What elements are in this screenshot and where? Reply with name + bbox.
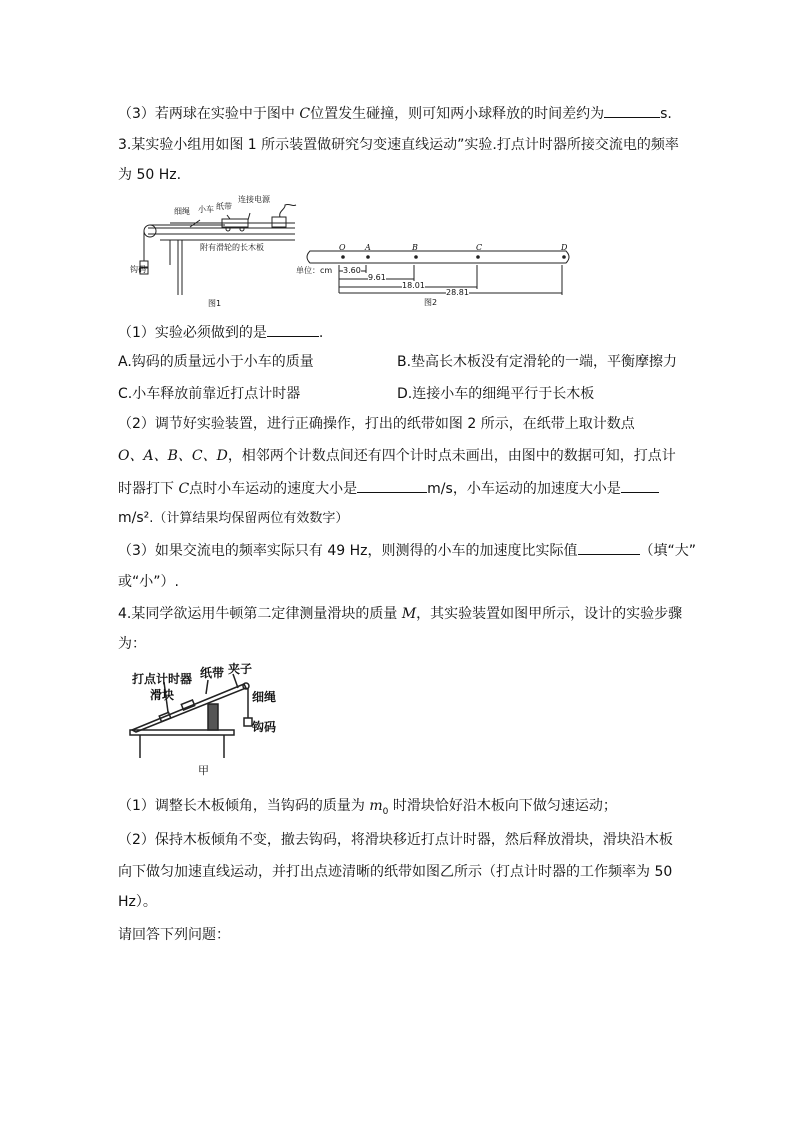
q3-sub2-line4-rest: .（计算结果均保留两位有效数字） <box>149 511 349 526</box>
figure-1-caption: 图1 <box>208 299 222 308</box>
label-clip: 夹子 <box>228 662 253 676</box>
option-d[interactable]: D.连接小车的细绳平行于长木板 <box>397 386 595 402</box>
label-slider: 滑块 <box>150 688 175 702</box>
label-weight: 钩码 <box>252 720 277 734</box>
label-tape: 纸带 <box>200 666 225 680</box>
q3-intro-line2: 为 50 Hz. <box>118 167 182 183</box>
q4-step2-line2: 向下做匀加速直线运动，并打出点迹清晰的纸带如图乙所示（打点计时器的工作频率为 50 <box>118 864 673 880</box>
q3-sub1-text: （1）实验必须做到的是 <box>118 325 267 341</box>
q4-intro-pre: 4.某同学欲运用牛顿第二定律测量滑块的质量 <box>118 606 402 622</box>
q3-intro-line1: 3.某实验小组用如图 1 所示装置做研究匀变速直线运动”实验.打点计时器所接交流电的频率 <box>118 137 679 153</box>
label-tape: 纸带 <box>216 202 232 211</box>
distance-od: 28.81 <box>446 288 469 297</box>
figure-2-tape <box>296 243 586 309</box>
point-o: O <box>339 243 346 252</box>
label-cart: 小车 <box>198 205 214 214</box>
answer-blank[interactable] <box>578 540 640 555</box>
q3-sub2-line3-pre: 时器打下 <box>118 481 179 497</box>
figure-1-apparatus <box>130 193 300 311</box>
q4-step2-line3: Hz）。 <box>118 894 157 910</box>
acceleration-answer-blank[interactable] <box>621 478 659 493</box>
q3-sub1 <box>118 322 323 343</box>
label-power: 连接电源 <box>238 195 270 204</box>
figure-2-caption: 图2 <box>424 298 438 307</box>
q2-part3-suffix: 位置发生碰撞，则可知两小球释放的时间差约为 <box>310 106 605 122</box>
label-weight: 钩码 <box>130 265 146 274</box>
q4-step1-post: 时滑块恰好沿木板向下做匀速运动； <box>388 798 617 814</box>
label-board: 附有滑轮的长木板 <box>200 243 264 252</box>
unit-s: s. <box>660 106 672 122</box>
q3-sub3-line1-end: （填“大” <box>639 543 697 559</box>
distance-oa: 3.60 <box>343 266 361 275</box>
q3-sub2-line2-rest: ，相邻两个计数点间还有四个计时点未画出，由图中的数据可知，打点计 <box>227 448 676 464</box>
var-c: C <box>299 106 311 122</box>
q4-prompt: 请回答下列问题： <box>118 927 230 943</box>
answer-blank[interactable] <box>604 103 660 118</box>
q3-sub2-line2 <box>118 446 676 466</box>
option-b[interactable]: B.垫高长木板没有定滑轮的一端，平衡摩擦力 <box>397 354 678 370</box>
q4-intro-line1 <box>118 604 682 624</box>
q2-part3 <box>118 103 672 124</box>
q4-intro-line2: 为： <box>118 636 146 652</box>
answer-blank[interactable] <box>267 322 319 337</box>
point-b: B <box>412 243 418 252</box>
q3-sub3-line1 <box>118 540 696 561</box>
q4-step2-line1: （2）保持木板倾角不变，撤去钩码，将滑块移近打点计时器，然后释放滑块，滑块沿木板 <box>118 832 673 848</box>
q3-sub2-line3-mid: 点时小车运动的速度大小是 <box>189 481 358 497</box>
var-m0: m <box>369 798 383 814</box>
point-c: C <box>476 243 483 252</box>
distance-ob: 9.61 <box>368 273 386 282</box>
option-a[interactable]: A.钩码的质量远小于小车的质量 <box>118 354 314 370</box>
unit-label: 单位：cm <box>296 266 333 275</box>
figure-jia-caption: 甲 <box>198 764 209 777</box>
var-m: M <box>401 606 417 622</box>
q3-sub1-end: . <box>318 325 324 341</box>
q4-intro-post: ，其实验装置如图甲所示，设计的实验步骤 <box>416 606 683 622</box>
figure-jia-apparatus <box>128 662 278 782</box>
q3-sub3-line2: 或“小”）. <box>118 574 179 590</box>
q3-sub2-line3 <box>118 478 659 499</box>
label-rope: 细绳 <box>174 207 190 216</box>
unit-acceleration: m/s² <box>118 510 150 526</box>
point-a: A <box>365 243 371 252</box>
label-timer: 打点计时器 <box>132 672 193 686</box>
var-m0-subscript: 0 <box>382 806 389 817</box>
q4-step1-pre: （1）调整长木板倾角，当钩码的质量为 <box>118 798 370 814</box>
option-c[interactable]: C.小车释放前靠近打点计时器 <box>118 386 301 402</box>
q3-sub3-line1-text: （3）如果交流电的频率实际只有 49 Hz，则测得的小车的加速度比实际值 <box>118 543 578 559</box>
velocity-answer-blank[interactable] <box>357 478 427 493</box>
var-c: C <box>178 481 190 497</box>
q3-sub2-line4 <box>118 508 348 529</box>
q4-step1 <box>118 796 617 822</box>
q2-part3-prefix: （3）若两球在实验中于图中 <box>118 106 300 122</box>
distance-oc: 18.01 <box>402 281 425 290</box>
counting-points: O、A、B、C、D <box>118 448 228 464</box>
q3-sub2-line3-unit: m/s，小车运动的加速度大小是 <box>427 481 621 497</box>
label-rope: 细绳 <box>252 690 277 704</box>
point-d: D <box>561 243 568 252</box>
q3-sub2-line1: （2）调节好实验装置，进行正确操作，打出的纸带如图 2 所示，在纸带上取计数点 <box>118 416 635 432</box>
